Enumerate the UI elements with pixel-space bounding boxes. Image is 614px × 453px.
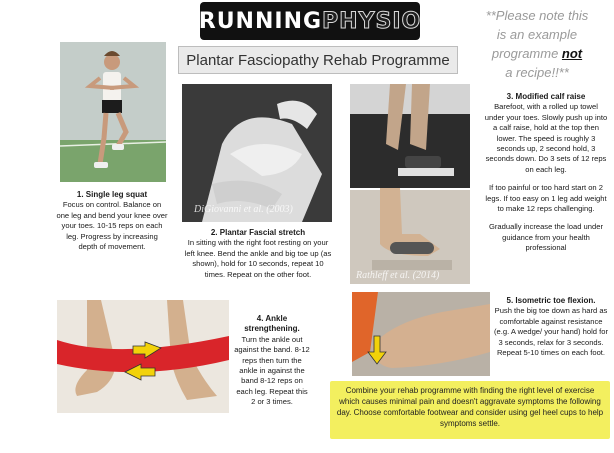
calf-raise-illustration: [350, 84, 470, 284]
exercise-3-regression-text: If too painful or too hard start on 2 legs. If too easy on 1 leg add weight to make 12 reps challenging.: [485, 183, 607, 214]
running-physio-logo: [200, 2, 420, 40]
note-line-2: is an example: [496, 27, 578, 42]
exercise-5-caption: [494, 296, 608, 358]
exercise-2-heading: 2. Plantar Fascial stretch: [210, 228, 306, 237]
squat-illustration: [60, 42, 166, 182]
ankle-band-illustration: [57, 300, 229, 413]
calf-raise-photo: [350, 84, 470, 284]
ankle-band-photo: [57, 300, 229, 413]
note-line-1: **Please note this: [485, 8, 589, 23]
exercise-3-heading: 3. Modified calf raise: [506, 92, 586, 101]
exercise-5-text: Push the big toe down as hard as comfortable against resistance (e.g. A wedge/ your hand) hold for 3 seconds, relax for 3 seconds. Repeat 5-10 times on each foot.: [494, 306, 608, 358]
plantar-stretch-photo: [182, 84, 332, 222]
page-title-text: Plantar Fasciopathy Rehab Programme: [186, 51, 450, 69]
exercise-1-caption: [56, 190, 168, 252]
toe-flexion-photo: [352, 292, 490, 376]
stretch-photo-credit: DiGiovanni et al. (2003): [194, 204, 293, 215]
disclaimer-note: [466, 6, 608, 82]
single-leg-squat-photo: [60, 42, 166, 182]
toe-flexion-illustration: [352, 292, 490, 376]
exercise-1-text: Focus on control. Balance on one leg and bend your knee over your toes. 10-15 reps on each leg. Progress by increasing depth of movement.: [56, 200, 168, 252]
page-title: [178, 46, 458, 74]
exercise-3-text: Barefoot, with a rolled up towel under your toes. Slowly push up into a calf raise, hold at the top then lower. The speed is roughly 3 seconds up, 2 second hold, 3 seconds down. Do 3 sets of 12 reps on each leg.: [484, 102, 608, 174]
exercise-2-caption: [182, 228, 334, 280]
exercise-1-heading: 1. Single leg squat: [76, 190, 148, 199]
note-line-3: [466, 44, 608, 63]
logo-physio-text: PHYSIO: [322, 8, 422, 34]
logo-running-text: RUNNING: [198, 8, 323, 34]
advice-box: [330, 381, 610, 439]
note-line-3-pre: programme: [491, 46, 562, 61]
exercise-3-caption: [484, 92, 608, 254]
note-emphasis: not: [561, 46, 583, 61]
exercise-2-text: In sitting with the right foot resting on your left knee. Bend the ankle and big toe up (as shown), hold for 10 seconds, repeat 10 times. Repeat on the other foot.: [184, 238, 332, 279]
exercise-3-progression-text: Gradually increase the load under guidance from your health professional: [489, 222, 603, 253]
exercise-4-caption: [234, 314, 310, 408]
stretch-illustration: [182, 84, 332, 222]
exercise-5-heading: 5. Isometric toe flexion.: [506, 296, 596, 305]
calf-photo-credit: Rathleff et al. (2014): [356, 270, 440, 281]
exercise-4-text: Turn the ankle out against the band. 8-12 reps then turn the ankle in against the band 8-12 reps on each leg. Repeat this 2 or 3 times.: [234, 334, 310, 407]
advice-text: Combine your rehab programme with finding the right level of exercise which causes minimal pain and doesn't aggravate symptoms the following day. Choose comfortable footwear and consider using gel heel cups to help symptoms settle.: [336, 386, 604, 428]
note-line-4: a recipe!!**: [505, 65, 569, 80]
exercise-4-heading: 4. Ankle strengthening.: [244, 314, 300, 334]
